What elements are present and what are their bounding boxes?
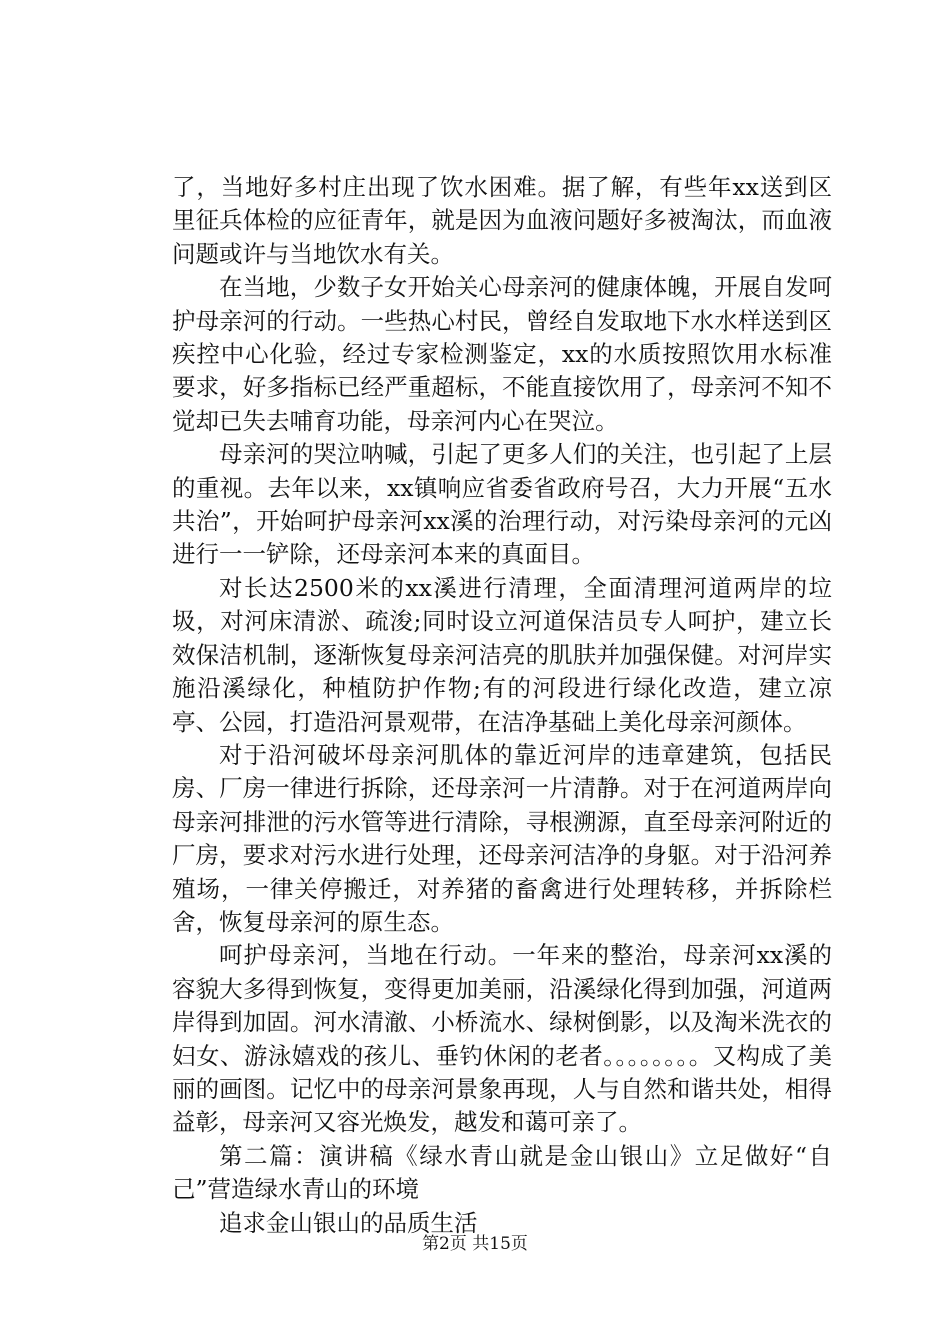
section-subheading: 追求金山银山的品质生活 — [219, 1208, 478, 1237]
paragraph-2: 在当地，少数子女开始关心母亲河的健康体魄，开展自发呵护母亲河的行动。一些热心村民，曾经自发取地下水水样送到区疾控中心化验，经过专家检测鉴定，xx的水质按照饮用水标准要求，好多指标已经严重超标，不能直接饮用了，母亲河不知不觉却已失去哺育功能，母亲河内心在哭泣。 — [172, 273, 832, 435]
paragraph-4: 对长达2500米的xx溪进行清理，全面清理河道两岸的垃圾，对河床清淤、疏浚;同时设立河道保洁员专人呵护，建立长效保洁机制，逐渐恢复母亲河洁亮的肌肤并加强保健。对河岸实施沿溪绿化，种植防护作物;有的河段进行绿化改造，建立凉亭、公园，打造沿河景观带，在洁净基础上美化母亲河颜体。 — [172, 573, 832, 736]
paragraph-3: 母亲河的哭泣呐喊，引起了更多人们的关注，也引起了上层的重视。去年以来，xx镇响应省委省政府号召，大力开展“五水共治”，开始呵护母亲河xx溪的治理行动，对污染母亲河的元凶进行一一铲除，还母亲河本来的真面目。 — [172, 440, 832, 569]
paragraph-5: 对于沿河破坏母亲河肌体的靠近河岸的违章建筑，包括民房、厂房一律进行拆除，还母亲河一片清静。对于在河道两岸向母亲河排泄的污水管等进行清除，寻根溯源，直至母亲河附近的厂房，要求对污水进行处理，还母亲河洁净的身躯。对于沿河养殖场，一律关停搬迁，对养猪的畜禽进行处理转移，并拆除栏舍，恢复母亲河的原生态。 — [172, 740, 832, 936]
paragraph-1: 了，当地好多村庄出现了饮水困难。据了解，有些年xx送到区里征兵体检的应征青年，就是因为血液问题好多被淘汰，而血液问题或许与当地饮水有关。 — [172, 173, 832, 268]
page-number-label: 第2页 共15页 — [422, 1234, 528, 1254]
page-footer — [0, 1233, 950, 1255]
section-heading: 第二篇：演讲稿《绿水青山就是金山银山》立足做好“自己”营造绿水青山的环境 — [172, 1141, 832, 1204]
document-body — [172, 171, 832, 1240]
paragraph-6: 呵护母亲河，当地在行动。一年来的整治，母亲河xx溪的容貌大多得到恢复，变得更加美丽，沿溪绿化得到加强，河道两岸得到加固。河水清澈、小桥流水、绿树倒影，以及淘米洗衣的妇女、游泳嬉戏的孩儿、垂钓休闲的老者。。。。。。。。又构成了美丽的画图。记忆中的母亲河景象再现，人与自然和谐共处，相得益彰，母亲河又容光焕发，越发和蔼可亲了。 — [172, 941, 832, 1137]
